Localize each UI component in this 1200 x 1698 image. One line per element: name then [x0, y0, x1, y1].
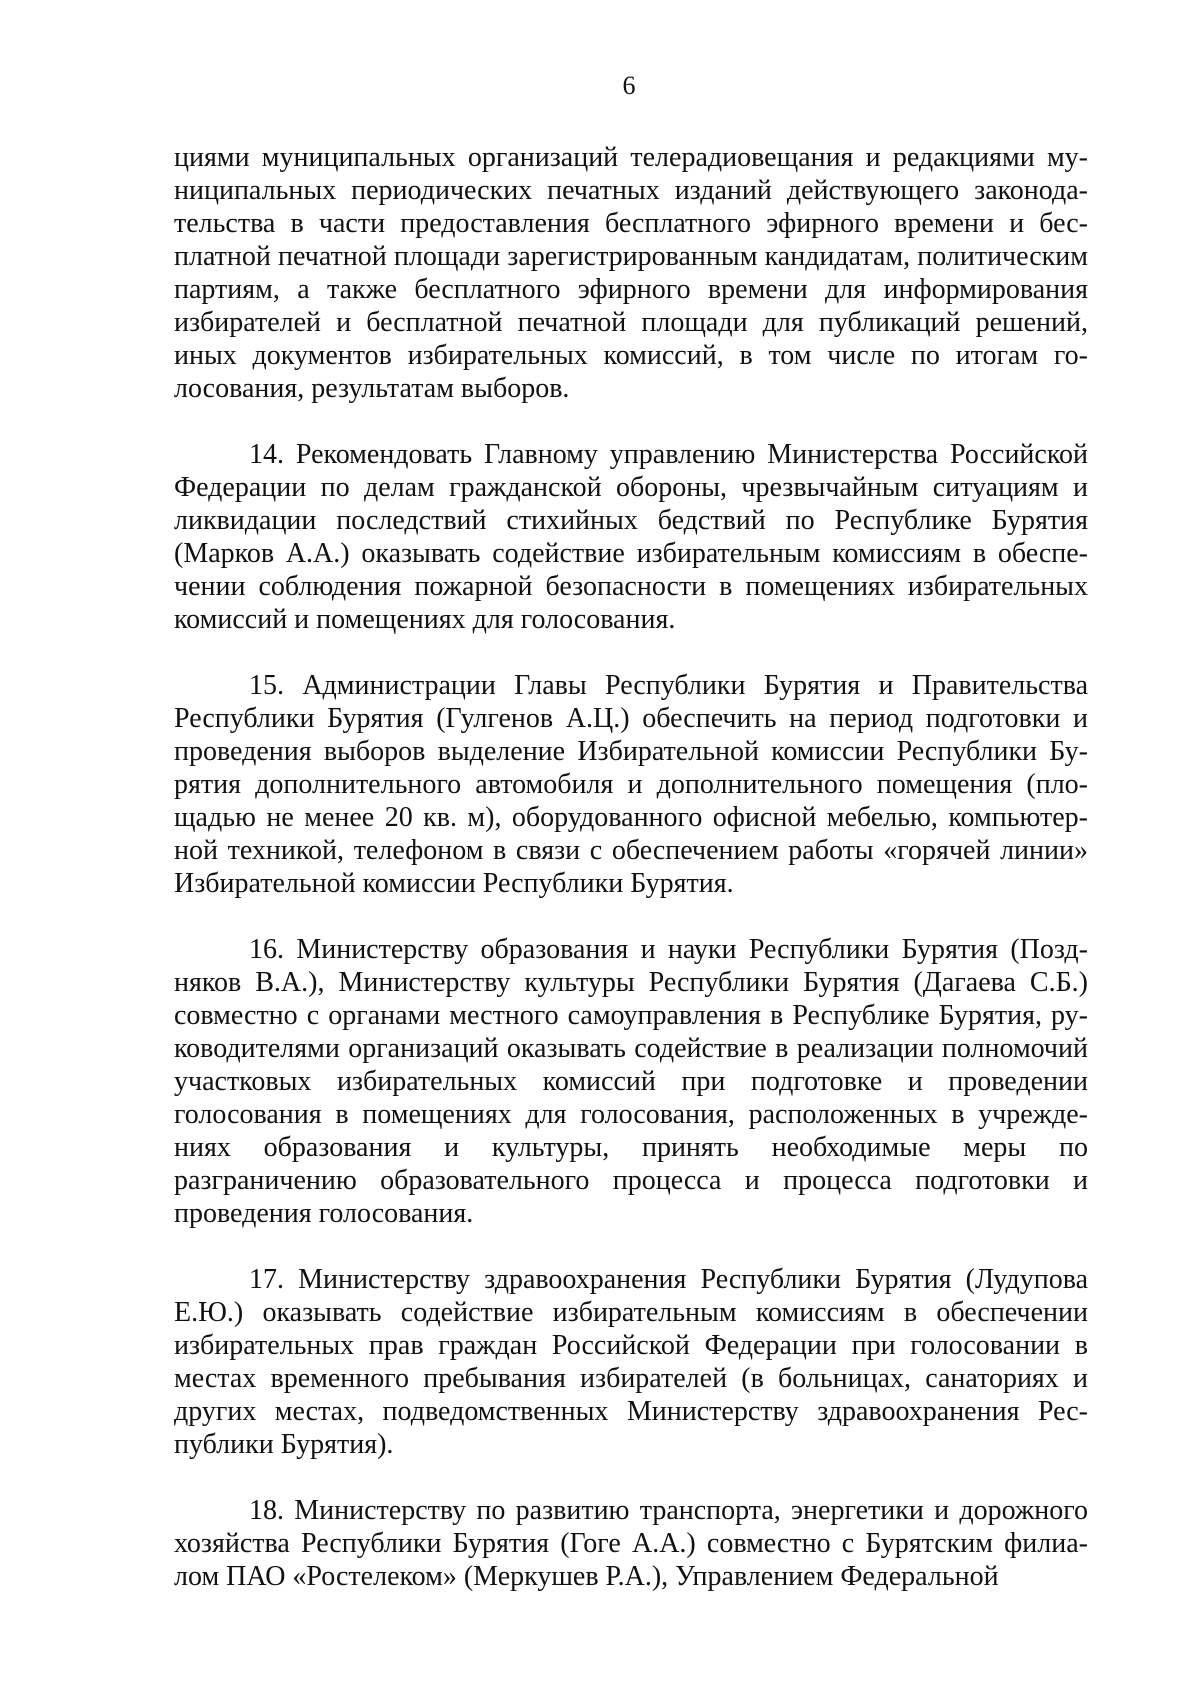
paragraph-item-16: 16. Министерству образования и науки Республики Бурятия (Поздняков В.А.), Министерству культуры Республики Бурятия (Дагаева С.Б.) совместно с органами местного самоуправления в Республике Бурятия, руководителями организаций оказывать содействие в реализации полномочий участковых избирательных комиссий при подготовке и проведении голосования в помещениях для голосования, расположенных в учреждениях образования и культуры, принять необходимые меры по разграничению образовательного процесса и процесса подготовки и проведения голосования.: [174, 934, 1088, 1229]
document-body: [174, 141, 1088, 1593]
paragraph-continuation: циями муниципальных организаций телерадиовещания и редакциями муниципальных периодических печатных изданий действующего законодательства в части предоставления бесплатного эфирного времени и бесплатной печатной площади зарегистрированным кандидатам, политическим партиям, а также бесплатного эфирного времени для информирования избирателей и бесплатной печатной площади для публикаций решений, иных документов избирательных комиссий, в том числе по итогам голосования, результатам выборов.: [174, 142, 1088, 404]
page-number: 6: [622, 71, 636, 100]
paragraph-item-18: 18. Министерству по развитию транспорта, энергетики и дорожного хозяйства Республики Бурятия (Гоге А.А.) совместно с Бурятским филиалом ПАО «Ростелеком» (Меркушев Р.А.), Управлением Федеральной: [174, 1495, 1088, 1592]
paragraph-item-15: 15. Администрации Главы Республики Бурятия и Правительства Республики Бурятия (Гулгенов А.Ц.) обеспечить на период подготовки и проведения выборов выделение Избирательной комиссии Республики Бурятия дополнительного автомобиля и дополнительного помещения (площадью не менее 20 кв. м), оборудованного офисной мебелью, компьютерной техникой, телефоном в связи с обеспечением работы «горячей линии» Избирательной комиссии Республики Бурятия.: [174, 670, 1088, 899]
paragraph-item-17: 17. Министерству здравоохранения Республики Бурятия (Лудупова Е.Ю.) оказывать содействие избирательным комиссиям в обеспечении избирательных прав граждан Российской Федерации при голосовании в местах временного пребывания избирателей (в больницах, санаториях и других местах, подведомственных Министерству здравоохранения Республики Бурятия).: [174, 1264, 1088, 1460]
paragraph-item-14: 14. Рекомендовать Главному управлению Министерства Российской Федерации по делам гражданской обороны, чрезвычайным ситуациям и ликвидации последствий стихийных бедствий по Республике Бурятия (Марков А.А.) оказывать содействие избирательным комиссиям в обеспечении соблюдения пожарной безопасности в помещениях избирательных комиссий и помещениях для голосования.: [174, 439, 1088, 635]
